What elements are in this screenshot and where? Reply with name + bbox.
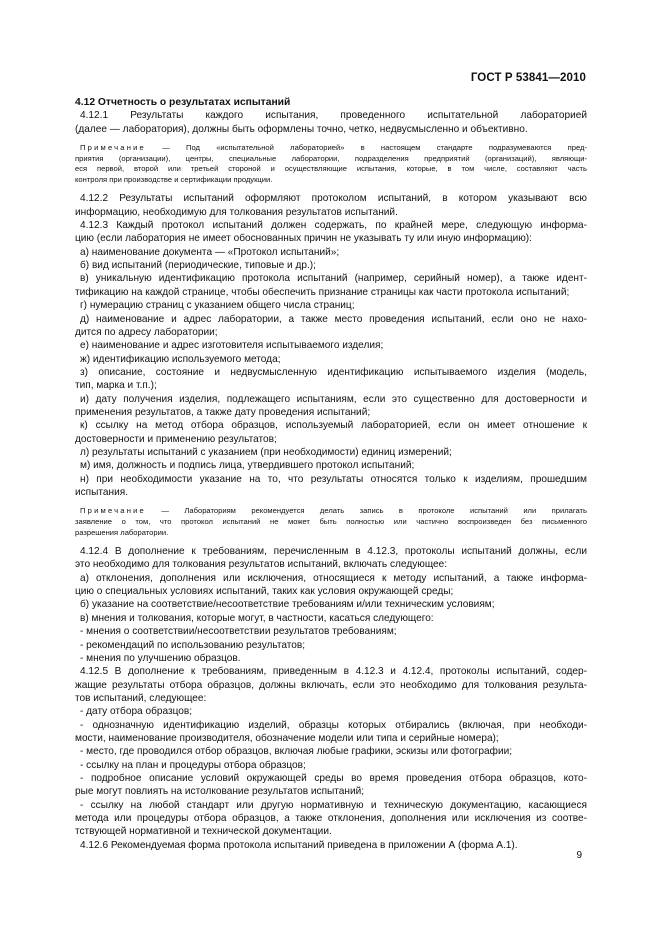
note-line [75,143,587,154]
list-item-line: - дату отбора образцов; [80,706,193,718]
list-item-line: б) указание на соответствие/несоответствие требованиям и/или техническим условиям; [80,599,495,611]
list-item-line: в) уникальную идентификацию протокола испытаний (например, серийный номер), а также идент- [80,273,587,285]
list-item-line: - ссылку на план и процедуры отбора образцов; [80,759,306,771]
list-item [75,639,587,652]
list-4-12-4 [75,572,587,665]
list-item-line: ж) идентификацию используемого метода; [80,353,281,365]
note-line: приятия (организации), центры, специальные лаборатории, подразделения предприятий (организаций), являющи- [75,153,587,163]
paragraph-4-12-2 [75,192,587,219]
list-item-line: а) наименование документа — «Протокол испытаний»; [80,246,340,258]
paragraph-4-12-3-line: 4.12.3 Каждый протокол испытаний должен содержать, по крайней мере, следующую информа- [80,220,587,232]
list-item-line: дится по адресу лаборатории; [75,326,218,338]
list-item-line: тификацию на каждой странице, чтобы обеспечить признание страницы как части протокола испытаний; [75,286,570,298]
paragraph-4-12-6 [75,839,587,852]
list-item-line: - ссылку на любой стандарт или другую нормативную и техническую документацию, касающиеся [80,799,587,811]
list-item-line: б) вид испытаний (периодические, типовые и др.); [80,260,316,272]
list-4-12-5 [75,705,587,838]
paragraph-4-12-4-line: это необходимо для толкования результатов испытаний, включать следующее: [75,559,448,571]
list-item [75,299,587,312]
list-item [75,313,587,340]
note-2 [75,506,587,538]
list-item-line: л) результаты испытаний с указанием (при необходимости) единиц измерений; [80,446,452,458]
note-label: Примечание [80,506,146,516]
list-item [75,259,587,272]
paragraph-4-12-1-line: (далее — лаборатория), должны быть оформлены точно, четко, недвусмысленно и объективно. [75,123,528,135]
list-item-line: к) ссылку на метод отбора образцов, используемый лабораторией, если он имеет отношение к [80,420,587,432]
list-item-line: применения результатов, а также дату проведения испытаний; [75,406,371,418]
note-label: Примечание [80,143,146,153]
list-item [75,799,587,839]
list-item-line: д) наименование и адрес лаборатории, а также место проведения испытаний, если оно не нахо- [80,313,587,325]
paragraph-4-12-6-line: 4.12.6 Рекомендуемая форма протокола испытаний приведена в приложении А (форма А.1). [80,839,518,851]
page-number: 9 [576,850,582,861]
list-item [75,366,587,393]
list-item-line: в) мнения и толкования, которые могут, в частности, касаться следующего: [80,612,434,624]
list-item-line: - рекомендаций по использованию результатов; [80,639,306,651]
list-item [75,353,587,366]
note-line [75,506,587,517]
list-item [75,339,587,352]
section-title: 4.12 Отчетность о результатах испытаний [75,97,291,108]
list-item-line: рые могут повлиять на истолкование результатов испытаний; [75,786,365,798]
spacer [75,538,587,545]
note-text: — Под «испытательной лабораторией» в настоящем стандарте подразумеваются пред- [145,143,587,153]
document-header: ГОСТ Р 53841—2010 [470,72,586,84]
spacer [75,185,587,192]
note-text: — Лабораториям рекомендуется делать запись в протоколе испытаний или прилагать [145,506,587,516]
list-item [75,393,587,420]
note-1 [75,143,587,185]
list-item-line: м) имя, должность и подпись лица, утвердившего протокол испытаний; [80,460,415,472]
note-line: контроля при производстве и сертификации продукции. [75,174,273,184]
list-item-line: - подробное описание условий окружающей среды во время проведения отбора образцов, кото- [80,772,587,784]
list-item [75,272,587,299]
list-item [75,612,587,625]
paragraph-4-12-3 [75,219,587,246]
spacer [75,499,587,506]
list-item [75,473,587,500]
list-item-line: е) наименование и адрес изготовителя испытываемого изделия; [80,340,384,352]
paragraph-4-12-1 [75,109,587,136]
paragraph-4-12-4 [75,545,587,572]
list-item-line: - место, где проводился отбор образцов, включая любые графики, эскизы или фотографии; [80,746,513,758]
paragraph-4-12-5-line: жащие результаты отбора образцов, должны включать, если это необходимо для толкования результа- [75,679,587,691]
list-item-line: а) отклонения, дополнения или исключения, относящиеся к методу испытаний, а также информа- [80,572,587,584]
list-item-line: - мнения по улучшению образцов. [80,652,241,664]
list-item [75,759,587,772]
list-item-line: метода или процедуры отбора образцов, а также отклонения, дополнения или исключения из соотве- [75,812,587,824]
list-item [75,598,587,611]
list-item-line: тип, марка и т.п.); [75,380,157,392]
list-item-line: г) нумерацию страниц с указанием общего числа страниц; [80,300,355,312]
list-item [75,459,587,472]
paragraph-4-12-2-line: 4.12.2 Результаты испытаний оформляют протоколом испытаний, в котором указывают всю [80,193,587,205]
list-item-line: цию о специальных условиях испытаний, таких как условия окружающей среды; [75,586,454,598]
list-item [75,745,587,758]
list-item [75,705,587,718]
note-line: разрешения лаборатории. [75,527,169,537]
list-item-line: н) при необходимости указание на то, что результаты относятся только к изделиям, прошедшим [80,473,587,485]
list-item-line: испытания. [75,486,129,498]
list-item [75,652,587,665]
paragraph-4-12-4-line: 4.12.4 В дополнение к требованиям, перечисленным в 4.12.3, протоколы испытаний должны, если [80,546,587,558]
list-item [75,419,587,446]
list-item-line: - мнения о соответствии/несоответствии результатов требованиям; [80,626,397,638]
paragraph-4-12-1-line: 4.12.1 Результаты каждого испытания, проведенного испытательной лабораторией [80,110,587,122]
list-item [75,446,587,459]
list-item [75,246,587,259]
paragraph-4-12-5-line: 4.12.5 В дополнение к требованиям, приведенным в 4.12.3 и 4.12.4, протоколы испытаний, содер- [80,666,587,678]
list-item-line: - однозначную идентификацию изделий, образцы которых отбирались (включая, при необходи- [80,719,587,731]
list-item [75,625,587,638]
paragraph-4-12-5-line: тов испытаний, следующее: [75,692,207,704]
list-item [75,719,587,746]
list-item-line: з) описание, состояние и недвусмысленную идентификацию испытываемого изделия (модель, [80,366,587,378]
paragraph-4-12-5 [75,665,587,705]
spacer [75,136,587,143]
paragraph-4-12-2-line: информацию, необходимую для толкования результатов испытаний. [75,206,398,218]
list-item-line: и) дату получения изделия, подлежащего испытаниям, если это существенно для достоверности и [80,393,587,405]
note-line: заявление о том, что протокол испытаний не может быть полностью или частично воспроизведен без письменного [75,516,587,526]
list-item [75,572,587,599]
paragraph-4-12-3-line: цию (если лаборатория не имеет обоснованных причин не указывать ту или иную информацию): [75,233,532,245]
list-item-line: достоверности и применению результатов; [75,433,277,445]
note-line: еся первой, второй или третьей стороной и осуществляющие испытания, которые, в том числе, составляют часть [75,164,587,174]
document-body [75,96,587,852]
list-4-12-3 [75,246,587,500]
list-item-line: тствующей нормативной и технической документации. [75,826,332,838]
list-item-line: мости, наименование производителя, обозначение модели или типа и серийные номера); [75,732,499,744]
list-item [75,772,587,799]
